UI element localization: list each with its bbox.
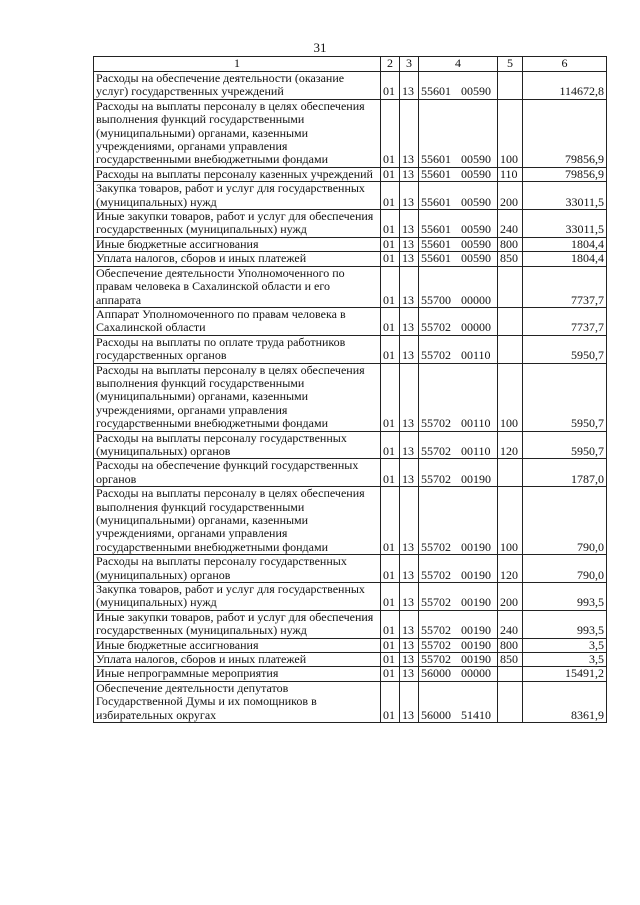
target-article-code-cell xyxy=(419,583,498,611)
target-article-code-cell xyxy=(419,72,498,100)
target-article-code-cell xyxy=(419,210,498,238)
target-article-code-part: 55702 xyxy=(421,567,451,582)
table-row xyxy=(94,431,607,459)
target-article-code-part: 00590 xyxy=(461,222,491,237)
subsection-code-cell: 13 xyxy=(400,583,419,611)
amount-cell: 5950,7 xyxy=(523,431,607,459)
expense-type-cell: 800 xyxy=(498,638,523,652)
target-article-code-part: 55702 xyxy=(421,348,451,363)
target-article-code-part: 00590 xyxy=(461,152,491,167)
subsection-code-cell: 13 xyxy=(400,487,419,555)
expense-type-cell: 240 xyxy=(498,610,523,638)
section-code-cell: 01 xyxy=(381,431,400,459)
row-name-cell: Закупка товаров, работ и услуг для государственных (муниципальных) нужд xyxy=(94,182,381,210)
target-article-code-part: 55700 xyxy=(421,292,451,307)
amount-cell: 1804,4 xyxy=(523,237,607,251)
target-article-code-part: 55601 xyxy=(421,194,451,209)
target-article-code-part: 55601 xyxy=(421,222,451,237)
subsection-code-cell: 13 xyxy=(400,167,419,181)
target-article-code-part: 55702 xyxy=(421,471,451,486)
target-article-code-part: 00190 xyxy=(461,595,491,610)
target-article-code-cell xyxy=(419,307,498,335)
expense-type-cell: 200 xyxy=(498,583,523,611)
expense-type-cell xyxy=(498,72,523,100)
target-article-code-part: 55702 xyxy=(421,320,451,335)
section-code-cell: 01 xyxy=(381,335,400,363)
row-name-cell: Иные бюджетные ассигнования xyxy=(94,638,381,652)
section-code-cell: 01 xyxy=(381,167,400,181)
target-article-code-cell xyxy=(419,237,498,251)
section-code-cell: 01 xyxy=(381,638,400,652)
target-article-code-part: 00190 xyxy=(461,471,491,486)
amount-cell: 790,0 xyxy=(523,555,607,583)
table-row xyxy=(94,610,607,638)
expense-type-cell xyxy=(498,335,523,363)
expense-type-cell: 800 xyxy=(498,237,523,251)
section-code-cell: 01 xyxy=(381,459,400,487)
row-name-cell: Иные бюджетные ассигнования xyxy=(94,237,381,251)
subsection-code-cell: 13 xyxy=(400,653,419,667)
target-article-code-part: 00000 xyxy=(461,292,491,307)
table-header-row xyxy=(94,57,607,72)
row-name-cell: Иные непрограммные мероприятия xyxy=(94,667,381,681)
amount-cell: 5950,7 xyxy=(523,363,607,431)
expense-type-cell: 120 xyxy=(498,431,523,459)
target-article-code-part: 00190 xyxy=(461,652,491,667)
row-name-cell: Уплата налогов, сборов и иных платежей xyxy=(94,653,381,667)
section-code-cell: 01 xyxy=(381,72,400,100)
column-header: 3 xyxy=(400,57,419,72)
row-name-cell: Уплата налогов, сборов и иных платежей xyxy=(94,252,381,266)
expense-type-cell xyxy=(498,667,523,681)
target-article-code-part: 55601 xyxy=(421,251,451,266)
column-header: 2 xyxy=(381,57,400,72)
expense-type-cell xyxy=(498,459,523,487)
subsection-code-cell: 13 xyxy=(400,667,419,681)
table-row xyxy=(94,252,607,266)
target-article-code-part: 56000 xyxy=(421,666,451,681)
expense-type-cell: 240 xyxy=(498,210,523,238)
row-name-cell: Расходы на выплаты по оплате труда работников государственных органов xyxy=(94,335,381,363)
target-article-code-part: 55702 xyxy=(421,638,451,652)
section-code-cell: 01 xyxy=(381,237,400,251)
row-name-cell: Расходы на выплаты персоналу в целях обеспечения выполнения функций государственными (муниципальными) органами, казенными учреждениями, органами управления государственными внебюджетными фондами xyxy=(94,363,381,431)
amount-cell: 993,5 xyxy=(523,610,607,638)
subsection-code-cell: 13 xyxy=(400,99,419,167)
row-name-cell: Расходы на выплаты персоналу в целях обеспечения выполнения функций государственными (муниципальными) органами, казенными учреждениями, органами управления государственными внебюджетными фондами xyxy=(94,487,381,555)
subsection-code-cell: 13 xyxy=(400,459,419,487)
section-code-cell: 01 xyxy=(381,99,400,167)
target-article-code-cell xyxy=(419,363,498,431)
column-header: 4 xyxy=(419,57,498,72)
target-article-code-part: 55702 xyxy=(421,623,451,638)
column-header: 5 xyxy=(498,57,523,72)
table-row xyxy=(94,72,607,100)
target-article-code-cell xyxy=(419,653,498,667)
section-code-cell: 01 xyxy=(381,307,400,335)
amount-cell: 8361,9 xyxy=(523,681,607,722)
amount-cell: 33011,5 xyxy=(523,182,607,210)
target-article-code-part: 00110 xyxy=(461,443,491,458)
target-article-code-cell xyxy=(419,431,498,459)
amount-cell: 33011,5 xyxy=(523,210,607,238)
column-header: 1 xyxy=(94,57,381,72)
subsection-code-cell: 13 xyxy=(400,610,419,638)
budget-table xyxy=(93,56,607,723)
section-code-cell: 01 xyxy=(381,182,400,210)
row-name-cell: Расходы на выплаты персоналу государственных (муниципальных) органов xyxy=(94,555,381,583)
amount-cell: 3,5 xyxy=(523,638,607,652)
target-article-code-cell xyxy=(419,681,498,722)
subsection-code-cell: 13 xyxy=(400,252,419,266)
target-article-code-part: 00590 xyxy=(461,84,491,99)
table-row xyxy=(94,167,607,181)
section-code-cell: 01 xyxy=(381,363,400,431)
subsection-code-cell: 13 xyxy=(400,431,419,459)
row-name-cell: Обеспечение деятельности Уполномоченного по правам человека в Сахалинской области и его аппарата xyxy=(94,266,381,307)
section-code-cell: 01 xyxy=(381,555,400,583)
target-article-code-cell xyxy=(419,610,498,638)
subsection-code-cell: 13 xyxy=(400,363,419,431)
amount-cell: 7737,7 xyxy=(523,266,607,307)
subsection-code-cell: 13 xyxy=(400,237,419,251)
amount-cell: 5950,7 xyxy=(523,335,607,363)
target-article-code-part: 00590 xyxy=(461,237,491,251)
target-article-code-part: 00590 xyxy=(461,194,491,209)
target-article-code-part: 00110 xyxy=(461,348,491,363)
amount-cell: 3,5 xyxy=(523,653,607,667)
target-article-code-part: 55702 xyxy=(421,652,451,667)
amount-cell: 15491,2 xyxy=(523,667,607,681)
target-article-code-part: 55601 xyxy=(421,152,451,167)
section-code-cell: 01 xyxy=(381,681,400,722)
row-name-cell: Расходы на обеспечение деятельности (оказание услуг) государственных учреждений xyxy=(94,72,381,100)
target-article-code-part: 00190 xyxy=(461,638,491,652)
subsection-code-cell: 13 xyxy=(400,638,419,652)
table-row xyxy=(94,363,607,431)
table-row xyxy=(94,667,607,681)
row-name-cell: Иные закупки товаров, работ и услуг для обеспечения государственных (муниципальных) нужд xyxy=(94,610,381,638)
target-article-code-cell xyxy=(419,99,498,167)
table-row xyxy=(94,681,607,722)
target-article-code-part: 55601 xyxy=(421,237,451,251)
section-code-cell: 01 xyxy=(381,487,400,555)
expense-type-cell xyxy=(498,266,523,307)
section-code-cell: 01 xyxy=(381,610,400,638)
amount-cell: 1787,0 xyxy=(523,459,607,487)
target-article-code-part: 55702 xyxy=(421,443,451,458)
amount-cell: 1804,4 xyxy=(523,252,607,266)
table-row xyxy=(94,335,607,363)
subsection-code-cell: 13 xyxy=(400,72,419,100)
target-article-code-cell xyxy=(419,266,498,307)
section-code-cell: 01 xyxy=(381,653,400,667)
section-code-cell: 01 xyxy=(381,252,400,266)
section-code-cell: 01 xyxy=(381,266,400,307)
table-row xyxy=(94,583,607,611)
target-article-code-cell xyxy=(419,167,498,181)
amount-cell: 114672,8 xyxy=(523,72,607,100)
subsection-code-cell: 13 xyxy=(400,681,419,722)
expense-type-cell: 200 xyxy=(498,182,523,210)
row-name-cell: Расходы на обеспечение функций государственных органов xyxy=(94,459,381,487)
target-article-code-part: 00000 xyxy=(461,666,491,681)
subsection-code-cell: 13 xyxy=(400,555,419,583)
target-article-code-part: 00000 xyxy=(461,320,491,335)
subsection-code-cell: 13 xyxy=(400,266,419,307)
table-row xyxy=(94,307,607,335)
amount-cell: 7737,7 xyxy=(523,307,607,335)
row-name-cell: Закупка товаров, работ и услуг для государственных (муниципальных) нужд xyxy=(94,583,381,611)
row-name-cell: Расходы на выплаты персоналу в целях обеспечения выполнения функций государственными (муниципальными) органами, казенными учреждениями, органами управления государственными внебюджетными фондами xyxy=(94,99,381,167)
table-row xyxy=(94,266,607,307)
target-article-code-part: 00190 xyxy=(461,623,491,638)
target-article-code-part: 55601 xyxy=(421,84,451,99)
target-article-code-part: 55601 xyxy=(421,167,451,181)
target-article-code-part: 00590 xyxy=(461,251,491,266)
target-article-code-cell xyxy=(419,335,498,363)
target-article-code-cell xyxy=(419,182,498,210)
table-row xyxy=(94,459,607,487)
table-row xyxy=(94,210,607,238)
section-code-cell: 01 xyxy=(381,583,400,611)
target-article-code-part: 51410 xyxy=(461,707,491,722)
target-article-code-part: 55702 xyxy=(421,416,451,431)
table-row xyxy=(94,555,607,583)
table-row xyxy=(94,237,607,251)
target-article-code-cell xyxy=(419,555,498,583)
expense-type-cell: 120 xyxy=(498,555,523,583)
target-article-code-part: 55702 xyxy=(421,595,451,610)
amount-cell: 79856,9 xyxy=(523,167,607,181)
expense-type-cell: 850 xyxy=(498,252,523,266)
page-number: 31 xyxy=(313,40,327,55)
expense-type-cell: 110 xyxy=(498,167,523,181)
amount-cell: 79856,9 xyxy=(523,99,607,167)
table-row xyxy=(94,638,607,652)
table-row xyxy=(94,99,607,167)
subsection-code-cell: 13 xyxy=(400,182,419,210)
row-name-cell: Аппарат Уполномоченного по правам человека в Сахалинской области xyxy=(94,307,381,335)
expense-type-cell xyxy=(498,681,523,722)
section-code-cell: 01 xyxy=(381,210,400,238)
row-name-cell: Расходы на выплаты персоналу государственных (муниципальных) органов xyxy=(94,431,381,459)
section-code-cell: 01 xyxy=(381,667,400,681)
expense-type-cell: 100 xyxy=(498,99,523,167)
target-article-code-part: 00590 xyxy=(461,167,491,181)
table-row xyxy=(94,182,607,210)
target-article-code-cell xyxy=(419,459,498,487)
target-article-code-part: 00190 xyxy=(461,567,491,582)
subsection-code-cell: 13 xyxy=(400,210,419,238)
column-header: 6 xyxy=(523,57,607,72)
target-article-code-part: 56000 xyxy=(421,707,451,722)
target-article-code-part: 55702 xyxy=(421,539,451,554)
expense-type-cell: 100 xyxy=(498,363,523,431)
subsection-code-cell: 13 xyxy=(400,335,419,363)
table-row xyxy=(94,487,607,555)
expense-type-cell: 850 xyxy=(498,653,523,667)
expense-type-cell: 100 xyxy=(498,487,523,555)
target-article-code-cell xyxy=(419,487,498,555)
target-article-code-cell xyxy=(419,638,498,652)
subsection-code-cell: 13 xyxy=(400,307,419,335)
expense-type-cell xyxy=(498,307,523,335)
row-name-cell: Иные закупки товаров, работ и услуг для обеспечения государственных (муниципальных) нужд xyxy=(94,210,381,238)
amount-cell: 993,5 xyxy=(523,583,607,611)
row-name-cell: Расходы на выплаты персоналу казенных учреждений xyxy=(94,167,381,181)
target-article-code-part: 00110 xyxy=(461,416,491,431)
amount-cell: 790,0 xyxy=(523,487,607,555)
target-article-code-part: 00190 xyxy=(461,539,491,554)
target-article-code-cell xyxy=(419,252,498,266)
target-article-code-cell xyxy=(419,667,498,681)
row-name-cell: Обеспечение деятельности депутатов Государственной Думы и их помощников в избирательных округах xyxy=(94,681,381,722)
table-row xyxy=(94,653,607,667)
